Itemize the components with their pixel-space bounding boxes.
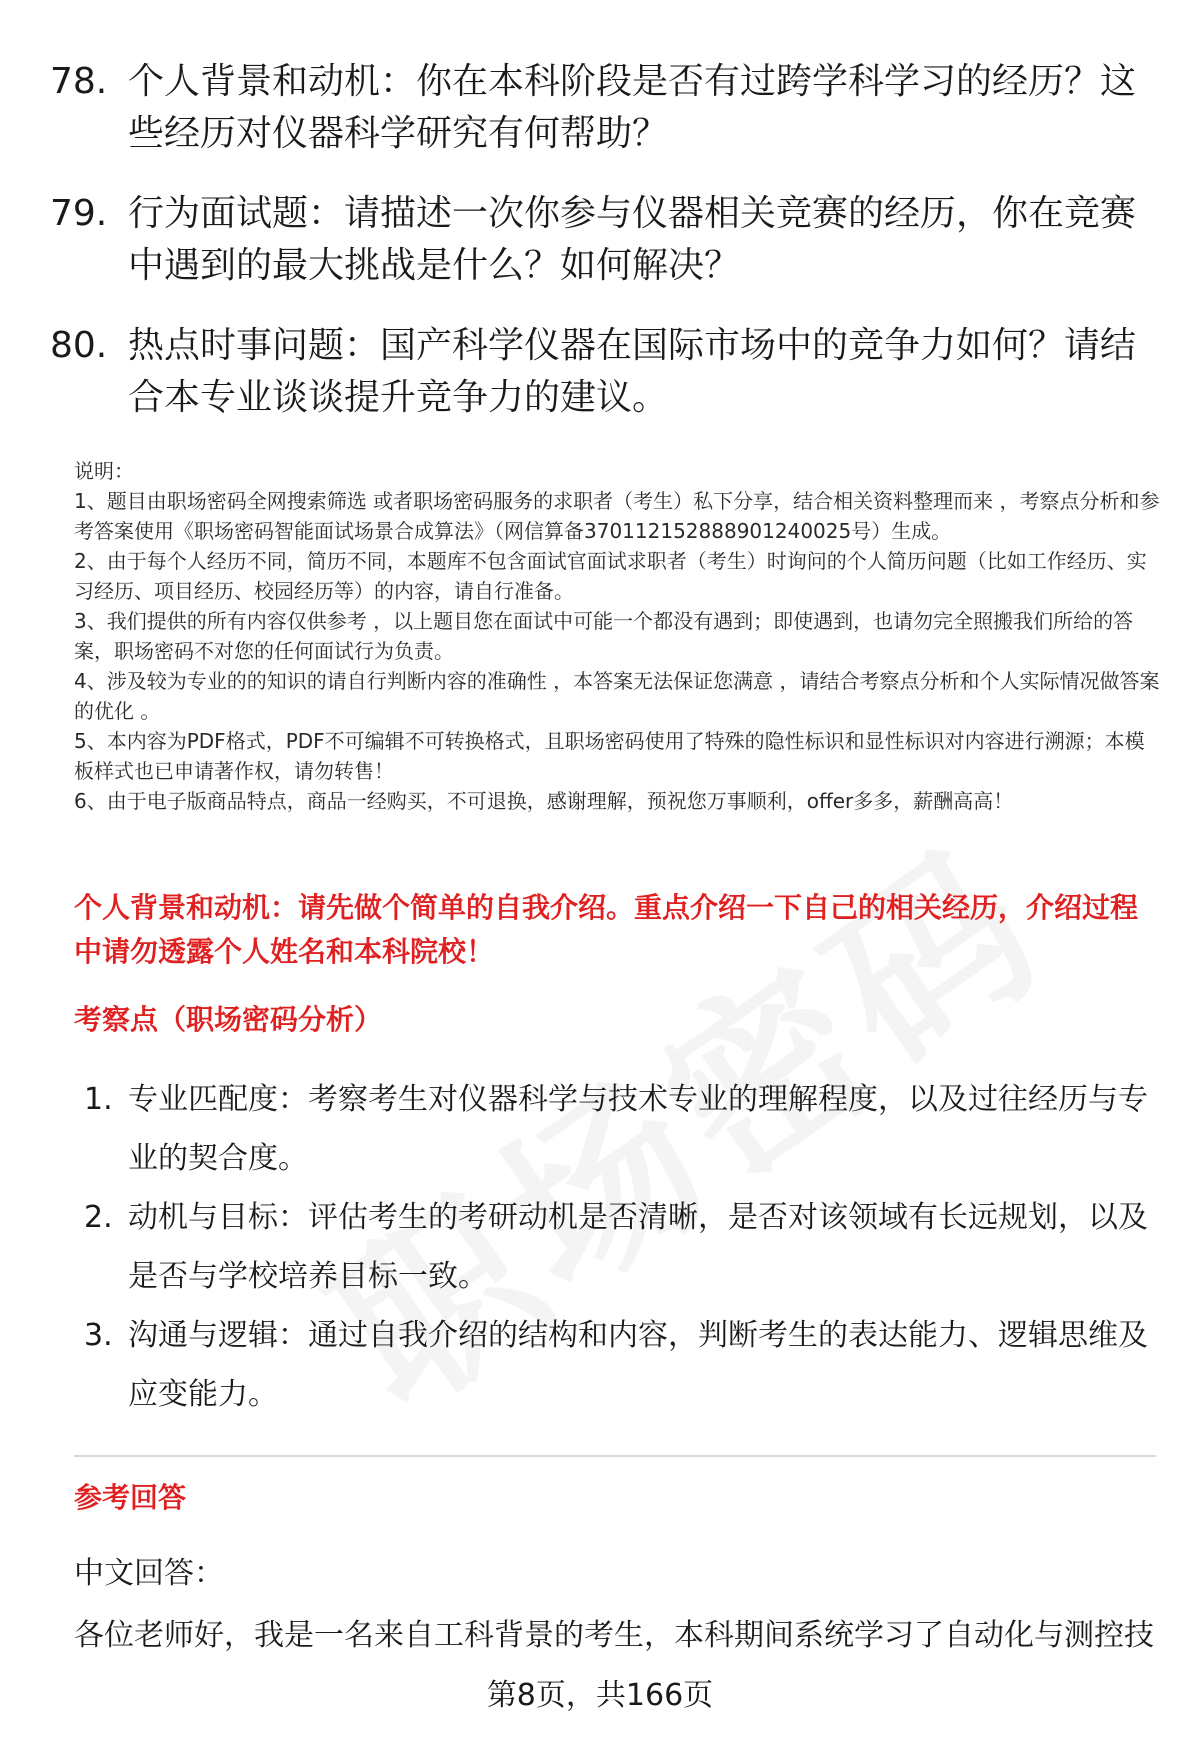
point-text: 动机与目标：评估考生的考研动机是否清晰，是否对该领域有长远规划，以及是否与学校培养目标一致。 [128, 1200, 1148, 1294]
point-number: 3. [84, 1318, 113, 1353]
note-item: 5、本内容为PDF格式，PDF不可编辑不可转换格式，且职场密码使用了特殊的隐性标识和显性标识对内容进行溯源；本模板样式也已申请著作权，请勿转售！ [74, 729, 1145, 783]
question-item [50, 320, 1150, 424]
notes-section [74, 456, 1164, 816]
point-number: 1. [84, 1082, 113, 1117]
question-text: 个人背景和动机：你在本科阶段是否有过跨学科学习的经历？这些经历对仪器科学研究有何帮助？ [128, 61, 1137, 154]
note-item: 6、由于电子版商品特点，商品一经购买，不可退换，感谢理解，预祝您万事顺利，offer多多，薪酬高高！ [74, 789, 1014, 813]
question-text: 行为面试题：请描述一次你参与仪器相关竞赛的经历，你在竞赛中遇到的最大挑战是什么？如何解决？ [128, 193, 1137, 286]
question-number: 80. [50, 325, 108, 366]
question-text: 热点时事问题：国产科学仪器在国际市场中的竞争力如何？请结合本专业谈谈提升竞争力的建议。 [128, 325, 1137, 418]
question-number: 79. [50, 193, 108, 234]
page-number: 第8页，共166页 [486, 1678, 714, 1713]
note-item: 1、题目由职场密码全网搜索筛选 或者职场密码服务的求职者（考生）私下分享，结合相关资料整理而来 ，考察点分析和参考答案使用《职场密码智能面试场景合成算法》（网信算备370112152888901240025号）生成。 [74, 489, 1160, 543]
point-text: 专业匹配度：考察考生对仪器科学与技术专业的理解程度，以及过往经历与专业的契合度。 [128, 1082, 1148, 1176]
answer-label: 中文回答： [74, 1556, 224, 1591]
analysis-point [84, 1070, 1154, 1188]
analysis-point [84, 1188, 1154, 1306]
point-text: 沟通与逻辑：通过自我介绍的结构和内容，判断考生的表达能力、逻辑思维及应变能力。 [128, 1318, 1148, 1412]
question-number: 78. [50, 61, 108, 102]
question-list [50, 56, 1150, 452]
section-divider [74, 1455, 1156, 1457]
question-item [50, 56, 1150, 160]
point-number: 2. [84, 1200, 113, 1235]
analysis-point [84, 1306, 1154, 1424]
reference-title: 参考回答 [74, 1481, 187, 1514]
analysis-title: 考察点（职场密码分析） [74, 1003, 383, 1036]
note-item: 2、由于每个人经历不同，简历不同，本题库不包含面试官面试求职者（考生）时询问的个人简历问题（比如工作经历、实习经历、项目经历、校园经历等）的内容，请自行准备。 [74, 549, 1147, 603]
note-item: 3、我们提供的所有内容仅供参考 ，以上题目您在面试中可能一个都没有遇到；即使遇到，也请勿完全照搬我们所给的答案，职场密码不对您的任何面试行为负责。 [74, 609, 1134, 663]
featured-question: 个人背景和动机：请先做个简单的自我介绍。重点介绍一下自己的相关经历，介绍过程中请勿透露个人姓名和本科院校！ [74, 891, 1139, 968]
answer-text: 各位老师好，我是一名来自工科背景的考生，本科期间系统学习了自动化与测控技 [74, 1618, 1154, 1653]
notes-heading: 说明： [74, 459, 134, 483]
analysis-points [84, 1070, 1154, 1424]
question-item [50, 188, 1150, 292]
note-item: 4、涉及较为专业的的知识的请自行判断内容的准确性 ，本答案无法保证您满意 ，请结合考察点分析和个人实际情况做答案的优化 。 [74, 669, 1160, 723]
